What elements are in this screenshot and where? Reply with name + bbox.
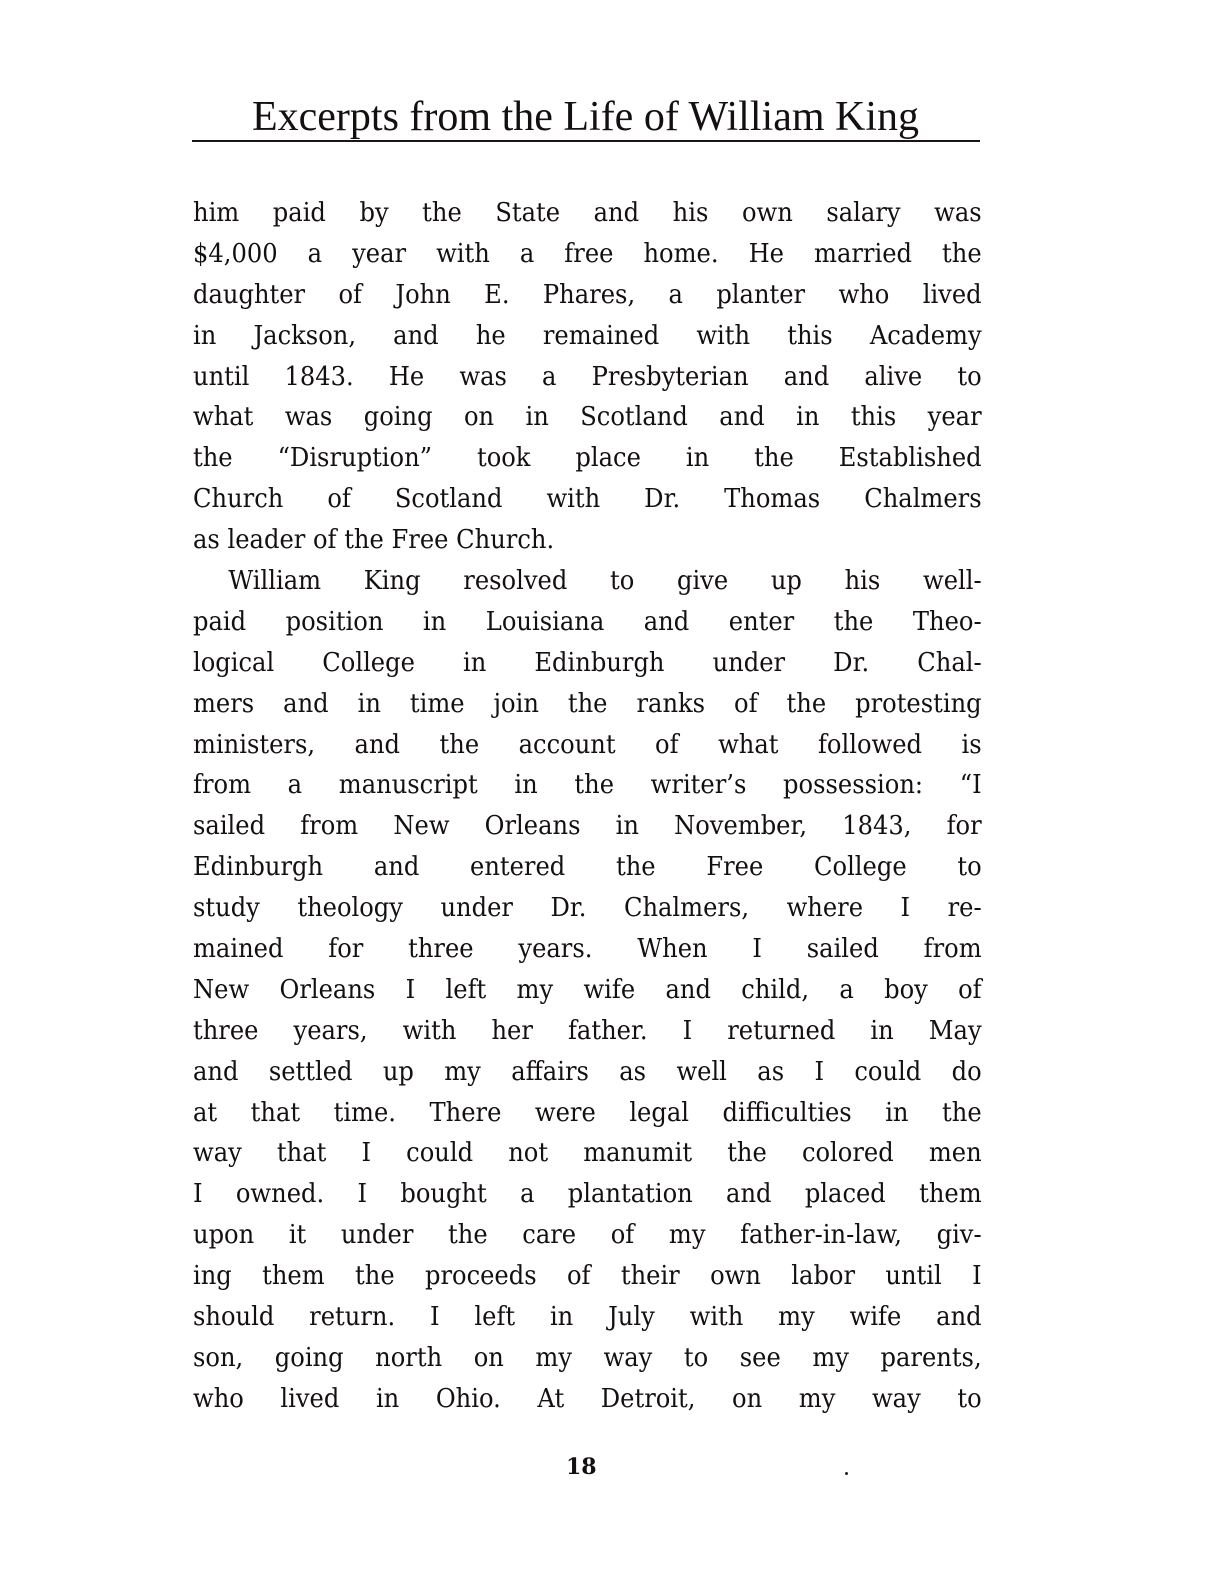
header-rule	[192, 140, 980, 142]
text-line: son, going north on my way to see my parents,	[193, 1342, 982, 1373]
text-line: Church of Scotland with Dr. Thomas Chalmers	[193, 484, 982, 515]
text-line: I owned. I bought a plantation and placed them	[193, 1179, 982, 1210]
text-line: from a manuscript in the writer’s possession: “I	[193, 770, 982, 801]
print-speck	[845, 1472, 848, 1475]
text-line: should return. I left in July with my wife and	[193, 1302, 982, 1333]
text-line: what was going on in Scotland and in this year	[193, 402, 982, 433]
text-line: until 1843. He was a Presbyterian and alive to	[193, 361, 982, 392]
text-line: mers and in time join the ranks of the protesting	[193, 688, 982, 719]
text-line: study theology under Dr. Chalmers, where I re-	[193, 893, 982, 924]
text-line: paid position in Louisiana and enter the Theo-	[193, 606, 982, 637]
text-line: three years, with her father. I returned in May	[193, 1015, 982, 1046]
text-line: ministers, and the account of what followed is	[193, 729, 982, 760]
text-line: at that time. There were legal difficulties in the	[193, 1097, 982, 1128]
text-line: Edinburgh and entered the Free College to	[193, 852, 982, 883]
text-line: logical College in Edinburgh under Dr. Chal-	[193, 647, 982, 678]
text-line: the “Disruption” took place in the Established	[193, 443, 982, 474]
text-line: William King resolved to give up his well-	[228, 566, 982, 597]
text-line: daughter of John E. Phares, a planter who lived	[193, 279, 982, 310]
text-line: who lived in Ohio. At Detroit, on my way to	[193, 1383, 982, 1414]
text-line: ing them the proceeds of their own labor until I	[193, 1261, 982, 1292]
paragraph	[193, 193, 982, 561]
text-line: mained for three years. When I sailed from	[193, 934, 982, 965]
text-line: him paid by the State and his own salary was	[193, 198, 982, 228]
running-head: Excerpts from the Life of William King	[251, 94, 920, 140]
text-line: and settled up my affairs as well as I could do	[193, 1056, 982, 1087]
text-line: way that I could not manumit the colored men	[193, 1138, 982, 1169]
text-line: upon it under the care of my father-in-law, giv-	[193, 1220, 982, 1251]
body-text	[193, 193, 982, 1420]
paragraph	[193, 561, 982, 1420]
text-line: $4,000 a year with a free home. He married the	[193, 238, 982, 269]
text-line: as leader of the Free Church.	[193, 525, 555, 556]
text-line: New Orleans I left my wife and child, a boy of	[193, 974, 982, 1005]
page-number: 18	[566, 1454, 597, 1480]
text-line: sailed from New Orleans in November, 1843, for	[193, 811, 982, 842]
text-line: in Jackson, and he remained with this Academy	[193, 320, 982, 351]
